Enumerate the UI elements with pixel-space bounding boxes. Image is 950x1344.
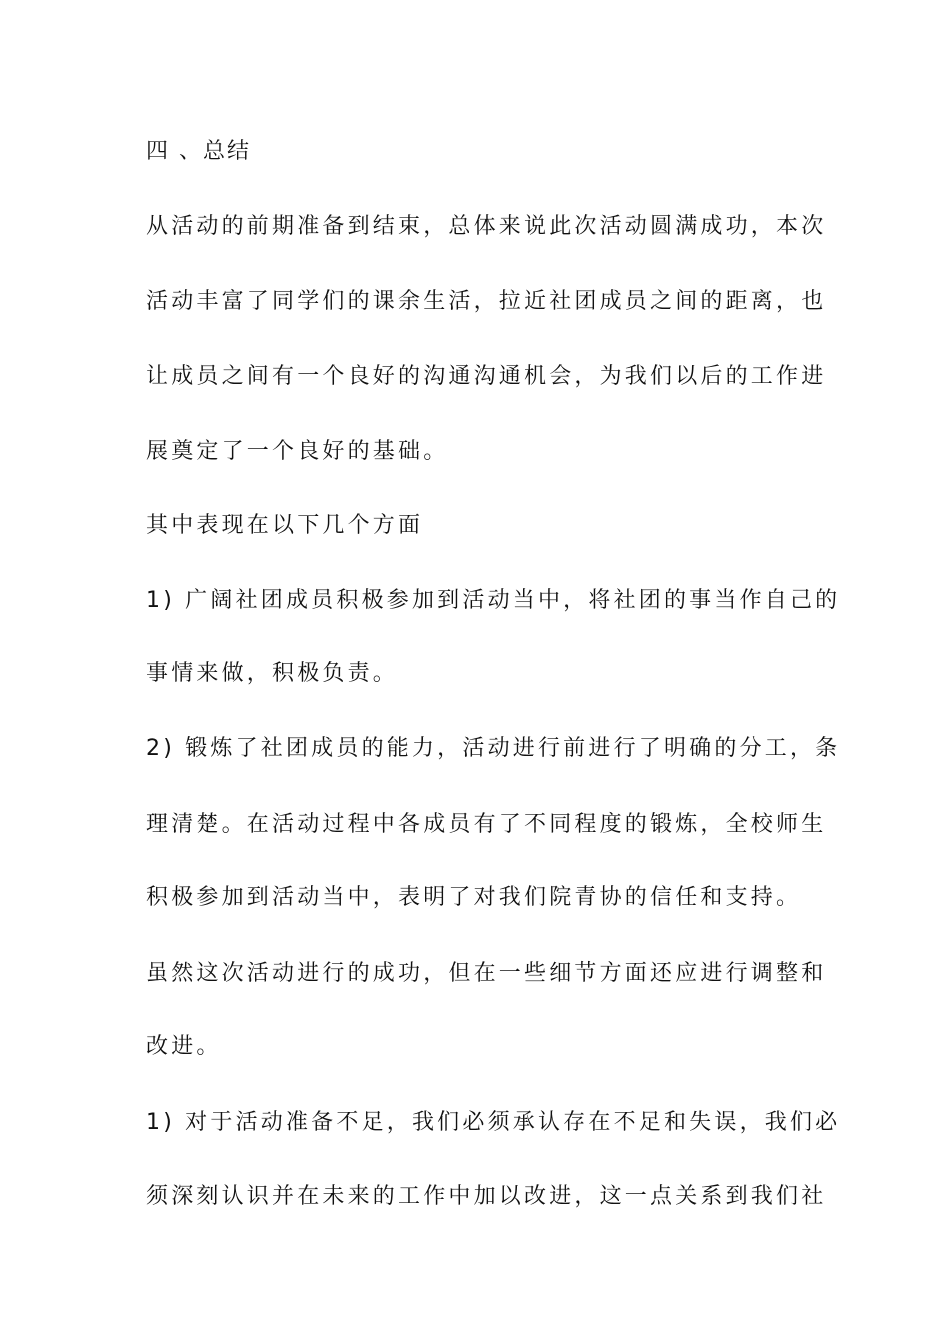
list-item-line: 2) 锻炼了社团成员的能力，活动进行前进行了明确的分工，条 (146, 736, 841, 761)
section-heading: 四 、总结 (146, 139, 251, 164)
list-item-line: 积极参加到活动当中，表明了对我们院青协的信任和支持。 (146, 885, 802, 910)
paragraph-line: 其中表现在以下几个方面 (146, 513, 424, 538)
paragraph-line: 虽然这次活动进行的成功，但在一些细节方面还应进行调整和 (146, 961, 827, 986)
list-item-line: 1) 对于活动准备不足，我们必须承认存在不足和失误，我们必 (146, 1110, 841, 1135)
list-item-line: 1) 广阔社团成员积极参加到活动当中，将社团的事当作自己的 (146, 588, 841, 613)
paragraph-line: 让成员之间有一个良好的沟通沟通机会，为我们以后的工作进 (146, 364, 827, 389)
paragraph-line: 活动丰富了同学们的课余生活，拉近社团成员之间的距离，也 (146, 289, 827, 314)
list-item-line: 事情来做，积极负责。 (146, 661, 399, 686)
list-item-line: 须深刻认识并在未来的工作中加以改进，这一点关系到我们社 (146, 1184, 827, 1209)
paragraph-line: 展奠定了一个良好的基础。 (146, 439, 449, 464)
list-item-line: 理清楚。在活动过程中各成员有了不同程度的锻炼，全校师生 (146, 812, 827, 837)
paragraph-line: 改进。 (146, 1034, 222, 1059)
paragraph-line: 从活动的前期准备到结束，总体来说此次活动圆满成功，本次 (146, 214, 827, 239)
